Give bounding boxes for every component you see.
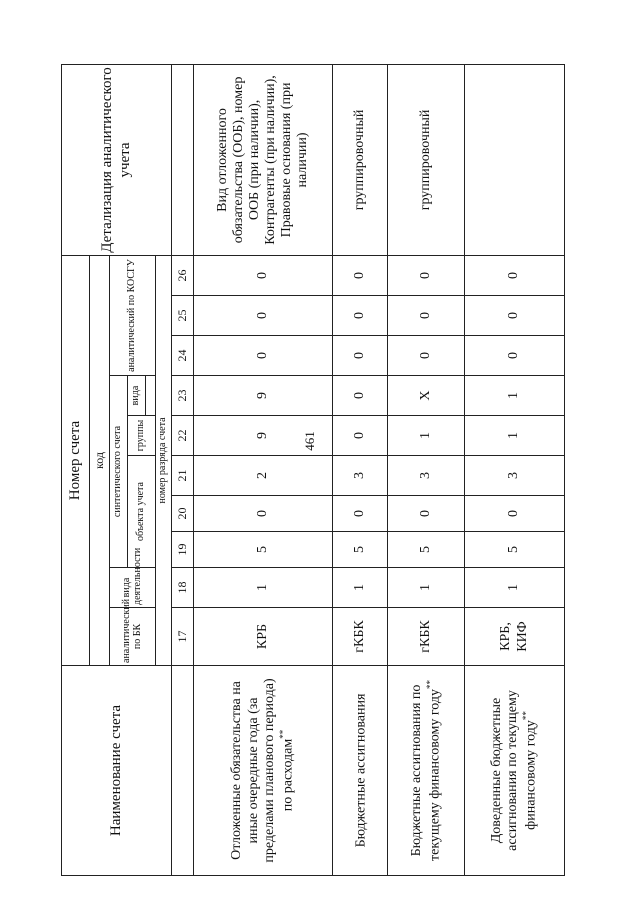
value-cell: 0 — [388, 255, 465, 295]
table-row — [465, 64, 565, 875]
header-code: код — [90, 255, 110, 665]
value-cell: 9 — [194, 376, 333, 416]
value-cell: 1 — [333, 568, 388, 608]
value-cell: 0 — [465, 255, 565, 295]
value-cell: 0 — [333, 376, 388, 416]
value-cell: 0 — [465, 496, 565, 532]
account-name-cell: Доведенные бюджетные ассигнования по текущему финансовому году** — [465, 666, 565, 876]
header-analytic-detail: Детализация аналитического учета — [62, 64, 172, 255]
value-cell: 0 — [333, 496, 388, 532]
value-cell: 3 — [333, 456, 388, 496]
value-cell: 0 — [465, 336, 565, 376]
value-cell: гКБК — [388, 608, 465, 666]
header-analytic-bk: аналитический по БК — [110, 608, 156, 666]
digits-spacer — [172, 64, 194, 255]
digit-cell: 18 — [172, 568, 194, 608]
table-row — [333, 64, 388, 875]
value-cell: 0 — [333, 416, 388, 456]
table-row — [194, 64, 333, 875]
detail-cell: группировочный — [388, 64, 465, 255]
value-cell: 2 — [194, 456, 333, 496]
value-cell: КРБ — [194, 608, 333, 666]
value-cell: 0 — [388, 496, 465, 532]
account-name-cell: Отложенные обязательства на иные очередные года (за пределами планового периода) по расходам** — [194, 666, 333, 876]
header-object: объекта учета — [128, 456, 156, 568]
value-cell: Х — [388, 376, 465, 416]
value-cell: 0 — [388, 336, 465, 376]
detail-cell: группировочный — [333, 64, 388, 255]
value-cell: 1 — [465, 568, 565, 608]
digit-cell: 25 — [172, 296, 194, 336]
value-cell: 0 — [333, 296, 388, 336]
value-cell: 0 — [194, 255, 333, 295]
value-cell: 1 — [194, 568, 333, 608]
header-kosgu: аналитический по КОСГУ — [110, 255, 156, 375]
value-cell: 0 — [194, 496, 333, 532]
digits-spacer — [172, 666, 194, 876]
digit-cell: 19 — [172, 532, 194, 568]
header-activity-type: вида деятельности — [110, 568, 156, 608]
value-cell: 0 — [333, 336, 388, 376]
value-cell: 1 — [388, 416, 465, 456]
account-name-cell: Бюджетные ассигнования — [333, 666, 388, 876]
digit-cell: 22 — [172, 416, 194, 456]
table-row — [388, 64, 465, 875]
value-cell: 0 — [194, 296, 333, 336]
value-cell: 5 — [388, 532, 465, 568]
header-group: группы — [128, 416, 156, 456]
account-table-sheet — [61, 65, 556, 876]
value-cell: КРБ, КИФ — [465, 608, 565, 666]
value-cell: 1 — [465, 376, 565, 416]
value-cell: 1 — [388, 568, 465, 608]
detail-cell — [465, 64, 565, 255]
digit-cell: 17 — [172, 608, 194, 666]
value-cell: 1 — [465, 416, 565, 456]
value-cell: 0 — [194, 336, 333, 376]
account-name-cell: Бюджетные ассигнования по текущему финансовому году** — [388, 666, 465, 876]
header-account-number: Номер счета — [62, 255, 90, 665]
header-synthetic: синтетического счета — [110, 376, 128, 568]
header-digit-number: номер разряда счета — [156, 255, 172, 665]
value-cell: 0 — [465, 296, 565, 336]
digit-cell: 21 — [172, 456, 194, 496]
digit-cell: 20 — [172, 496, 194, 532]
digit-cell: 23 — [172, 376, 194, 416]
detail-cell: Вид отложенного обязательства (ООБ), номер ООБ (при наличии), Контрагенты (при наличии), Правовые основания (при наличии) — [194, 64, 333, 255]
header-kind-spacer — [146, 376, 156, 416]
value-cell: 3 — [465, 456, 565, 496]
value-cell: 3 — [388, 456, 465, 496]
header-account-name: Наименование счета — [62, 666, 172, 876]
value-cell: 0 — [388, 296, 465, 336]
value-cell: 5 — [333, 532, 388, 568]
page-number: 461 — [302, 431, 317, 451]
value-cell: гКБК — [333, 608, 388, 666]
header-kind: вида — [128, 376, 146, 416]
value-cell: 5 — [465, 532, 565, 568]
account-table — [61, 64, 565, 876]
value-cell: 0 — [333, 255, 388, 295]
value-cell: 9 — [194, 416, 333, 456]
value-cell: 5 — [194, 532, 333, 568]
digit-cell: 24 — [172, 336, 194, 376]
digit-cell: 26 — [172, 255, 194, 295]
